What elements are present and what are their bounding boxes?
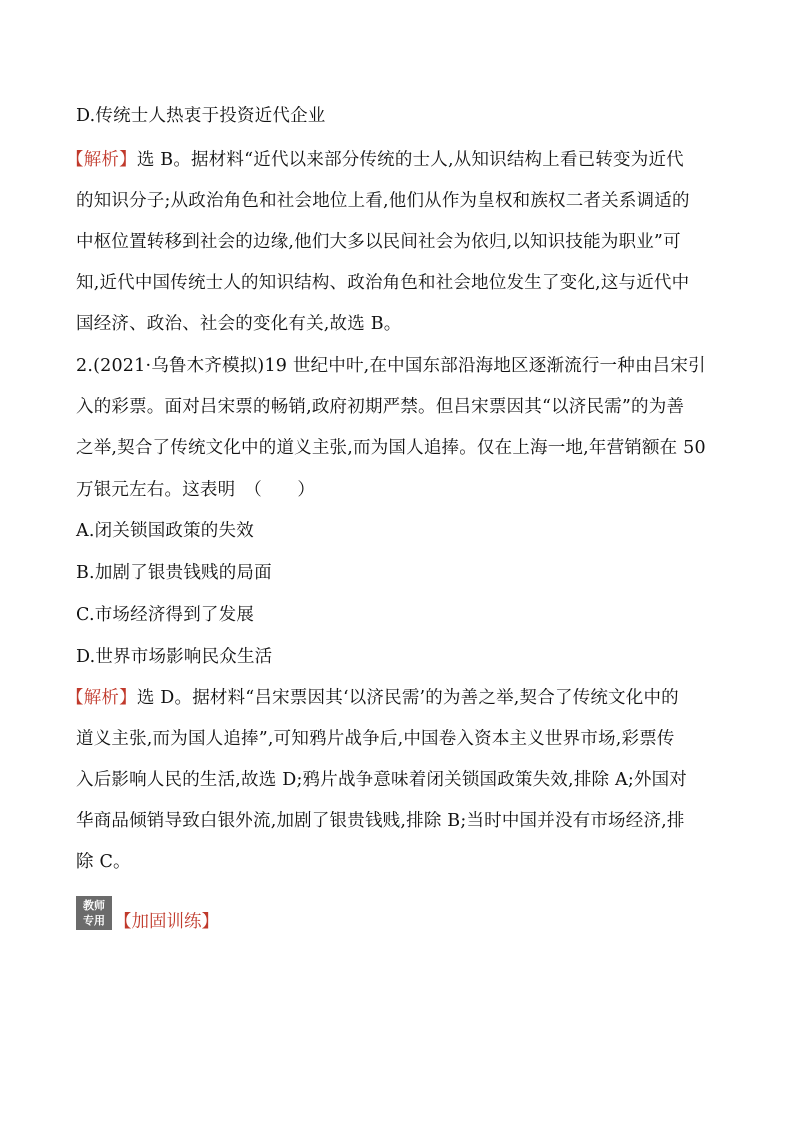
q2-analysis-line-4: 华商品倾销导致白银外流,加剧了银贵钱贱,排除 B;当时中国并没有市场经济,排 xyxy=(76,811,685,831)
q1-analysis-line-1: 【解析】选 B。据材料“近代以来部分传统的士人,从知识结构上看已转变为近代 xyxy=(66,150,684,170)
teacher-badge-line-2: 专用 xyxy=(83,914,105,927)
q2-stem-line-4: 万银元左右。这表明 （ ） xyxy=(76,480,316,500)
q2-option-b: B.加剧了银贵钱贱的局面 xyxy=(76,563,272,583)
q1-analysis-tag: 【解析】 xyxy=(66,150,137,170)
reinforce-training-heading: 【加固训练】 xyxy=(114,912,219,932)
q2-analysis-line-5: 除 C。 xyxy=(76,852,131,872)
q1-analysis-line-2: 的知识分子;从政治角色和社会地位上看,他们从作为皇权和族权二者关系调适的 xyxy=(76,191,690,211)
teacher-only-badge xyxy=(76,896,112,930)
q2-analysis-line-1: 【解析】选 D。据材料“吕宋票因其‘以济民需’的为善之举,契合了传统文化中的 xyxy=(66,688,679,708)
q2-option-d: D.世界市场影响民众生活 xyxy=(76,647,273,667)
q2-analysis-tag: 【解析】 xyxy=(66,688,137,708)
q1-analysis-line-4: 知,近代中国传统士人的知识结构、政治角色和社会地位发生了变化,这与近代中 xyxy=(76,273,690,293)
q2-stem-line-2: 入的彩票。面对吕宋票的畅销,政府初期严禁。但吕宋票因其“以济民需”的为善 xyxy=(76,397,685,417)
q2-option-c: C.市场经济得到了发展 xyxy=(76,605,255,625)
q2-option-a: A.闭关锁国政策的失效 xyxy=(76,521,254,541)
q2-stem-line-1: 2.(2021·乌鲁木齐模拟)19 世纪中叶,在中国东部沿海地区逐渐流行一种由吕宋引 xyxy=(76,356,706,376)
q1-analysis-line-3: 中枢位置转移到社会的边缘,他们大多以民间社会为依归,以知识技能为职业”可 xyxy=(76,232,681,252)
q2-stem-line-3: 之举,契合了传统文化中的道义主张,而为国人追捧。仅在上海一地,年营销额在 50 xyxy=(76,438,706,458)
teacher-badge-line-1: 教师 xyxy=(83,899,105,912)
q2-analysis-line-3: 入后影响人民的生活,故选 D;鸦片战争意味着闭关锁国政策失效,排除 A;外国对 xyxy=(76,770,688,790)
q2-analysis-line-2: 道义主张,而为国人追捧”,可知鸦片战争后,中国卷入资本主义世界市场,彩票传 xyxy=(76,729,675,749)
q1-option-d: D.传统士人热衷于投资近代企业 xyxy=(76,106,326,126)
q1-analysis-line-5: 国经济、政治、社会的变化有关,故选 B。 xyxy=(76,314,402,334)
